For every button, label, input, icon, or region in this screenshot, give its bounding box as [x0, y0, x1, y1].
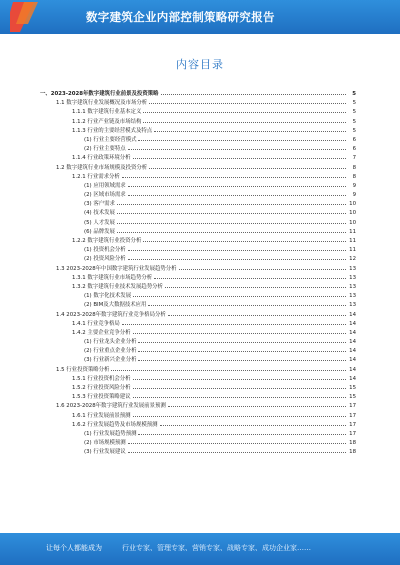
toc-entry[interactable] [40, 345, 356, 354]
dot-leader [128, 143, 346, 150]
dot-leader [128, 437, 346, 444]
dot-leader [111, 364, 346, 371]
table-of-contents [40, 88, 356, 456]
toc-entry[interactable] [40, 446, 356, 455]
toc-entry-title: (1) 行业主要经营模式 [84, 136, 137, 143]
dot-leader [143, 106, 346, 113]
toc-entry[interactable] [40, 217, 356, 226]
toc-entry-title: (2) 区域市场需求 [84, 192, 126, 199]
toc-entry-page: 5 [352, 100, 356, 107]
toc-entry-page: 10 [349, 201, 356, 208]
toc-entry-page: 14 [349, 357, 356, 364]
toc-entry-title: 1.4.1 行业竞争格局 [72, 320, 120, 327]
toc-entry-title: (4) 技术发展 [84, 210, 115, 217]
toc-entry[interactable] [40, 207, 356, 216]
toc-entry-title: (6) 品牌发展 [84, 228, 115, 235]
toc-entry[interactable] [40, 391, 356, 400]
dot-leader [143, 235, 346, 242]
toc-entry-title: (2) 市场规模预测 [84, 440, 126, 447]
toc-entry-title: 1.5.2 行业投资风险分析 [72, 385, 131, 391]
toc-entry[interactable] [40, 162, 356, 171]
toc-entry-page: 9 [352, 192, 356, 199]
toc-entry[interactable] [40, 327, 356, 336]
toc-entry-page: 13 [349, 283, 356, 290]
logo-icon [10, 2, 40, 32]
toc-entry-page: 5 [352, 127, 356, 134]
toc-heading: 内容目录 [176, 58, 224, 71]
dot-leader [133, 327, 346, 334]
toc-entry-title: 1.5.1 行业投资机会分析 [72, 375, 131, 382]
dot-leader [168, 400, 346, 407]
dot-leader [138, 134, 346, 141]
toc-entry-page: 5 [352, 91, 356, 97]
toc-entry-title: 1.3 2023-2028年中国数字建筑行业发展趋势分析 [56, 265, 177, 272]
toc-entry[interactable] [40, 198, 356, 207]
toc-entry-page: 13 [349, 293, 356, 300]
toc-entry[interactable] [40, 428, 356, 437]
toc-entry-title: 1.2 数字建筑行业市场规模及投资分析 [56, 164, 148, 171]
dot-leader [122, 171, 346, 178]
footer-roles: 行业专家、管理专家、营销专家、战略专家、成功企业家…… [122, 544, 311, 552]
toc-entry-page: 14 [349, 339, 356, 346]
dot-leader [160, 419, 346, 426]
toc-entry-page: 15 [349, 394, 356, 401]
dot-leader [117, 207, 346, 214]
dot-leader [122, 318, 346, 325]
toc-entry[interactable] [40, 373, 356, 382]
toc-entry-title: 1.1.2 行业产业链及市场结构 [72, 118, 142, 125]
toc-entry-page: 14 [349, 348, 356, 355]
toc-entry-title: (1) 行业发展趋势预测 [84, 430, 137, 437]
toc-entry[interactable] [40, 410, 356, 419]
toc-entry-page: 15 [349, 385, 356, 391]
toc-entry[interactable] [40, 354, 356, 363]
dot-leader [148, 299, 346, 306]
toc-entry-page: 18 [349, 449, 356, 456]
dot-leader [149, 97, 346, 104]
toc-entry-title: 1.4 2023-2028年数字建筑行业竞争格局分析 [56, 311, 166, 318]
dot-leader [138, 354, 346, 361]
dot-leader [133, 382, 346, 389]
toc-entry-page: 18 [349, 440, 356, 447]
toc-entry[interactable] [40, 309, 356, 318]
toc-entry-page: 14 [349, 366, 356, 373]
toc-entry[interactable] [40, 116, 356, 125]
toc-entry-page: 6 [352, 146, 356, 153]
toc-entry-title: 1.6.1 行业发展前景预测 [72, 412, 131, 419]
toc-entry-title: 1.6.2 行业发展趋势及市场规模预测 [72, 421, 158, 428]
toc-entry-page: 10 [349, 219, 356, 226]
dot-leader [149, 162, 346, 169]
toc-entry[interactable] [40, 97, 356, 106]
toc-entry[interactable] [40, 106, 356, 115]
toc-entry-page: 6 [352, 136, 356, 143]
toc-entry-title: (2) BIM及大数据技术应用 [84, 302, 147, 309]
toc-entry[interactable] [40, 125, 356, 134]
toc-entry-page: 10 [349, 210, 356, 217]
toc-entry-page: 17 [349, 412, 356, 419]
toc-entry-page: 8 [352, 164, 356, 171]
toc-entry[interactable] [40, 263, 356, 272]
toc-entry[interactable] [40, 226, 356, 235]
toc-entry-title: (2) 行业重点企业分析 [84, 348, 137, 355]
dot-leader [133, 373, 346, 380]
toc-entry[interactable] [40, 400, 356, 409]
dot-leader [128, 446, 346, 453]
toc-entry[interactable] [40, 152, 356, 161]
toc-entry[interactable] [40, 235, 356, 244]
toc-entry[interactable] [40, 253, 356, 262]
toc-entry-page: 11 [349, 228, 356, 235]
dot-leader [117, 217, 346, 224]
toc-entry-page: 8 [352, 173, 356, 180]
toc-entry[interactable] [40, 171, 356, 180]
toc-entry[interactable] [40, 272, 356, 281]
toc-entry-title: 1.1.3 行业的主要经营模式及特点 [72, 127, 153, 134]
toc-entry[interactable] [40, 299, 356, 308]
toc-entry-page: 13 [349, 302, 356, 309]
dot-leader [133, 410, 346, 417]
toc-entry-title: 1.2.1 行业需求分析 [72, 173, 120, 180]
dot-leader [128, 253, 346, 260]
toc-entry-title: 1.6 2023-2028年数字建筑行业发展前景预测 [56, 403, 166, 410]
toc-entry[interactable] [40, 134, 356, 143]
dot-leader [165, 281, 346, 288]
dot-leader [138, 345, 346, 352]
toc-entry-title: 一、2023-2028年数字建筑行业前景及投资策略 [40, 91, 159, 97]
toc-entry-title: 1.2.2 数字建筑行业投资分析 [72, 238, 142, 244]
toc-entry-page: 7 [352, 155, 356, 162]
toc-entry-page: 9 [352, 182, 356, 189]
header-banner [0, 0, 400, 34]
dot-leader [133, 152, 346, 159]
toc-entry[interactable] [40, 364, 356, 373]
toc-entry-title: 1.3.1 数字建筑行业市场趋势分析 [72, 274, 153, 281]
toc-entry-page: 5 [352, 109, 356, 116]
toc-entry-page: 12 [349, 256, 356, 263]
dot-leader [154, 125, 346, 132]
toc-entry-title: 1.4.2 主要企业竞争分析 [72, 329, 131, 336]
toc-entry-page: 17 [349, 430, 356, 437]
toc-entry-title: (1) 数字化技术发展 [84, 293, 132, 300]
toc-entry-title: (3) 行业新兴企业分析 [84, 357, 137, 364]
toc-entry-title: 1.5.3 行业投资策略建议 [72, 394, 131, 401]
toc-entry[interactable] [40, 180, 356, 189]
dot-leader [117, 226, 346, 233]
toc-entry-title: 1.1.4 行业政策环境分析 [72, 155, 131, 162]
toc-entry-page: 13 [349, 265, 356, 272]
toc-entry-page: 14 [349, 329, 356, 336]
toc-entry-title: (5) 人才发展 [84, 219, 115, 226]
toc-entry[interactable] [40, 437, 356, 446]
toc-entry-page: 17 [349, 421, 356, 428]
dot-leader [154, 272, 346, 279]
toc-entry[interactable] [40, 189, 356, 198]
toc-entry-page: 17 [349, 403, 356, 410]
toc-entry-title: (1) 应用领域需求 [84, 182, 126, 189]
toc-entry-page: 11 [349, 238, 356, 244]
toc-entry-title: 1.1 数字建筑行业发展概况及市场分析 [56, 100, 148, 107]
dot-leader [133, 391, 346, 398]
dot-leader [161, 88, 347, 95]
toc-entry-page: 13 [349, 274, 356, 281]
toc-entry[interactable] [40, 290, 356, 299]
dot-leader [128, 244, 346, 251]
footer-lead: 让每个人都能成为 [46, 544, 102, 552]
toc-entry-title: 1.3.2 数字建筑行业技术发展趋势分析 [72, 283, 163, 290]
toc-entry[interactable] [40, 88, 356, 97]
toc-entry-title: (1) 投资机会分析 [84, 247, 126, 254]
toc-entry[interactable] [40, 419, 356, 428]
toc-entry-page: 14 [349, 311, 356, 318]
dot-leader [133, 290, 346, 297]
toc-entry-page: 11 [349, 247, 356, 254]
toc-entry-title: (2) 投资风险分析 [84, 256, 126, 263]
dot-leader [128, 180, 346, 187]
toc-entry[interactable] [40, 281, 356, 290]
toc-entry-title: 1.1.1 数字建筑行业基本定义 [72, 109, 142, 116]
toc-entry[interactable] [40, 382, 356, 391]
toc-entry-page: 14 [349, 375, 356, 382]
toc-entry-page: 5 [352, 118, 356, 125]
dot-leader [168, 309, 346, 316]
toc-entry[interactable] [40, 244, 356, 253]
toc-entry[interactable] [40, 143, 356, 152]
toc-entry-title: (3) 行业发展建议 [84, 449, 126, 456]
footer-banner [0, 533, 400, 565]
dot-leader [117, 198, 346, 205]
toc-entry[interactable] [40, 336, 356, 345]
toc-entry-title: (3) 客户需求 [84, 201, 115, 208]
toc-entry-page: 14 [349, 320, 356, 327]
toc-entry-title: (1) 行业龙头企业分析 [84, 339, 137, 346]
toc-entry-title: (2) 行业主要特点 [84, 146, 126, 153]
toc-entry[interactable] [40, 318, 356, 327]
dot-leader [179, 263, 346, 270]
report-title: 数字建筑企业内部控制策略研究报告 [86, 10, 275, 24]
dot-leader [138, 428, 346, 435]
dot-leader [128, 189, 346, 196]
dot-leader [143, 116, 346, 123]
dot-leader [138, 336, 346, 343]
toc-entry-title: 1.5 行业投资策略分析 [56, 366, 110, 373]
